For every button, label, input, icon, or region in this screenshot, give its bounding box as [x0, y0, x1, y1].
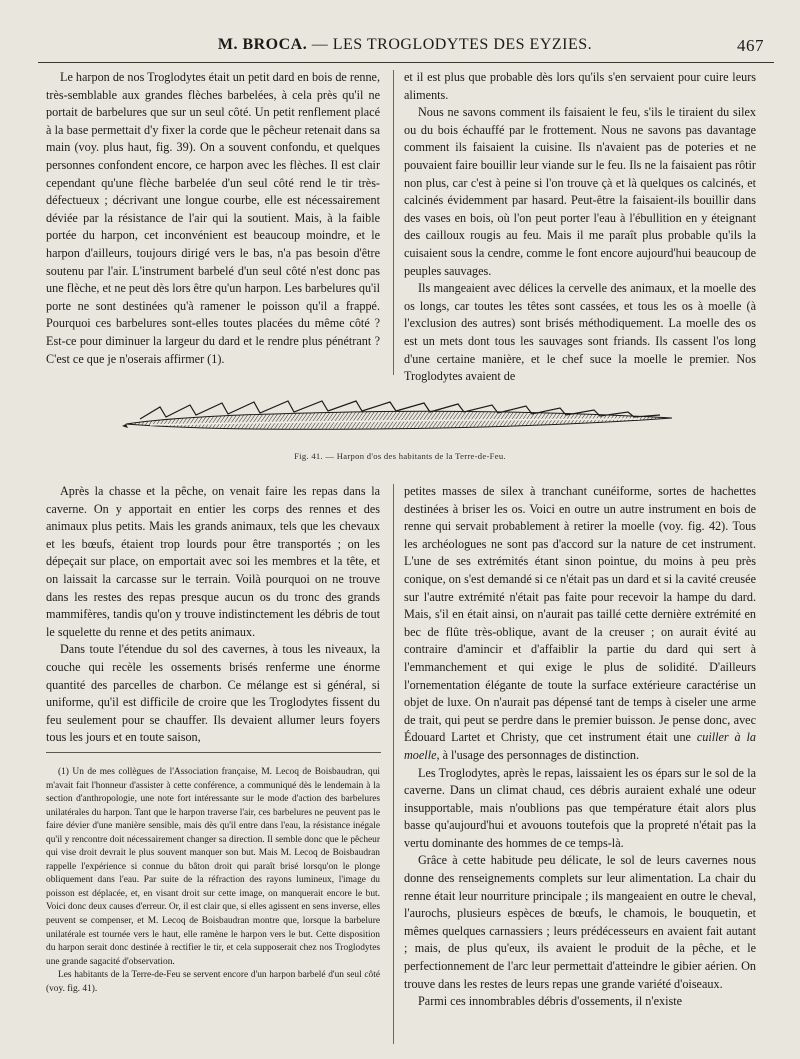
running-head — [40, 36, 770, 58]
page-number: 467 — [737, 36, 764, 55]
paragraph: Les Troglodytes, après le repas, laissaient les os épars sur le sol de la caverne. Dans un climat chaud, ces débris auraient exhalé une odeur insupportable, mais n'oublions pas que température était alors plus basse qu'aujourd'hui et avouons toutefois que la propreté n'était pas la vertu dominante des hommes de ce temps-là. — [404, 765, 756, 850]
header-rule — [38, 62, 774, 63]
bottom-left-column — [46, 483, 380, 747]
footnote — [46, 766, 380, 996]
running-head-author: M. BROCA. — [217, 36, 308, 53]
running-head-separator: — — [307, 36, 333, 53]
paragraph: Parmi ces innombrables débris d'ossements, il n'existe — [418, 994, 683, 1009]
paragraph: et il est plus que probable dès lors qu'ils s'en servaient pour cuire leurs aliments. — [404, 70, 756, 102]
top-right-column — [404, 69, 756, 386]
paragraph: Dans toute l'étendue du sol des cavernes, à tous les niveaux, la couche qui recèle les ossements brisés renferme une énorme quantité des parcelles de charbon. Ce mélange est si général, si uniforme, qu'il est difficile de croire que les Troglodytes fissent du feu seulement pour se chauffer. Ils devaient allumer leurs foyers tous les jours et en toute saison, — [46, 642, 380, 745]
paragraph-text: petites masses de silex à tranchant cunéiforme, sortes de hachettes destinées à briser les os. Voici en outre un autre instrument en bois de renne qui servait probablement à retirer la moelle (voy. fig. 42). Tous les archéologues ne sont pas d'accord sur la nature de cet instrument. L'une de ses extrémités étant sinon pointue, du moins à peu près conique, on s'est demandé si ce n'était pas un dard et si la cavité creusée sur l'autre extrémité n'était pas faite pour recevoir la hampe du dard. Mais, s'il en était ainsi, on n'aurait pas taillé cette dernière extrémité en bec de flûte très-oblique, avant de la creuser ; on aurait évité au contraire d'amincir et d'affaiblir la partie du dard qui sert à l'emmanchement et qui exige le plus de solidité. D'ailleurs l'ornementation élégante de toute la surface extérieure caractérise un objet de luxe. On n'aurait pas dépensé tant de temps à ciseler une arme de trait, qui peut se perdre dans le premier buisson. Je pense donc, avec Édouard Lartet et Christy, que cet instrument était une — [404, 484, 756, 745]
harpoon-illustration — [120, 398, 680, 444]
figure-caption: Fig. 41. — Harpon d'os des habitants de la Terre-de-Feu. — [294, 451, 506, 461]
footnote-rule — [46, 752, 381, 753]
paragraph-text: , à l'usage des personnages de distinction. — [436, 747, 640, 762]
paragraph: Le harpon de nos Troglodytes était un petit dard en bois de renne, très-semblable aux grandes flèches barbelées, à cela près qu'il ne portait de barbelures que sur un seul côté. Un petit renflement placé à la base permettait d'y fixer la corde que le pêcheur retenait dans sa main (voy. plus haut, fig. 39). On a souvent confondu, et quelques personnes confondent encore, ce harpon avec les flèches. Il est clair cependant qu'une flèche barbelée d'un seul côté rend le tir très-défectueux ; décrivant une longue courbe, elle est nécessairement déviée par la résistance de l'air qui la soutient. Mais, à la faible portée du harpon, cet inconvénient est beaucoup moindre, et le harpon d'ailleurs, toujours dirigé vers le bas, n'a pas besoin d'être soutenu par l'air. L'instrument barbelé d'un seul côté n'est donc pas une flèche, et ne peut dès lors être qu'un harpon. Les barbelures qu'il porte ne sont destinées qu'à ramener le poisson qu'il a frappé. Pourquoi ces barbelures sont-elles toutes placées du même côté ? Est-ce pour diminuer la largeur du dard et le rendre plus pénétrant ? C'est ce que je n'oserais affirmer (1). — [46, 70, 381, 366]
running-head-title: LES TROGLODYTES DES EYZIES. — [332, 36, 593, 53]
paragraph: Après la chasse et la pêche, on venait faire les repas dans la caverne. On y apportait en entier les corps des rennes et des animaux plus petits. Mais les grands animaux, tels que les chevaux et les bœufs, étaient trop lourds pour être transportés ; on les dépeçait sur place, on emportait avec soi les membres et la tête, et on laissait la carcasse sur le terrain. Voilà pourquoi on ne trouve dans les restes des repas presque aucun os du tronc des grands mammifères, tandis qu'on y trouve indistinctement les débris de tout le squelette du renne et des petits animaux. — [46, 484, 380, 639]
footnote-paragraph: Les habitants de la Terre-de-Feu se servent encore d'un harpon barbelé d'un seul côté (voy. fig. 41). — [46, 970, 380, 994]
top-left-column — [46, 69, 380, 368]
harpoon-engraving — [120, 398, 680, 444]
column-divider — [393, 70, 394, 375]
paragraph: Grâce à cette habitude peu délicate, le sol de leurs cavernes nous donne des renseignements complets sur leur alimentation. La chair du renne était leur nourriture principale ; ils mangeaient en outre le cheval, l'aurochs, plusieurs espèces de bœufs, le chamois, le bouquetin, et mêmes quelques carnassiers ; leurs prédécesseurs en avaient fait autant ; mais, de plus qu'eux, ils avaient le produit de la pêche, et le perfectionnement de l'arc leur permettait d'atteindre le gibier aérien. On trouve dans les restes de leurs repas une grande variété d'oiseaux. — [404, 853, 756, 991]
paragraph — [404, 483, 756, 765]
footnote-paragraph: (1) Un de mes collègues de l'Association française, M. Lecoq de Boisbaudran, qui m'avait fait l'honneur d'assister à cette conférence, a communiqué dès le lendemain à la section d'anthropologie, une note fort intéressante sur le mode d'action des barbelures unilatérales du harpon. Tant que le harpon traverse l'air, ces barbelures ne peuvent pas le faire dévier d'une manière sensible, mais dès qu'il entre dans l'eau, la résistance inégale qu'il y rencontre doit nécessairement changer sa direction. Il semble donc que le pêcheur qui vise droit devrait le plus souvent manquer son but. Mais M. Lecoq de Boisbaudran rappelle l'expérience si connue du bâton droit qui paraît brisé lorsqu'on le plonge obliquement dans l'eau. Par suite de la réfraction des rayons lumineux, l'image du poisson est déplacée, et, en visant droit sur cette image, on manquerait encore le but. Voici donc deux causes d'erreur. Or, il est clair que, si elles agissent en sens inverse, elles peuvent se compenser, et M. Lecoq de Boisbaudran montre que, lorsque la barbelure unilatérale est tournée vers le haut, elle ramène le harpon vers le but. Cette disposition du harpon serait donc destinée à rectifier le tir, et cela supposerait chez nos Troglodytes une grande sagacité d'observation. — [46, 767, 380, 967]
italic-term: cuiller à la moelle — [404, 730, 757, 762]
bottom-right-column — [404, 483, 756, 1011]
running-title — [40, 36, 770, 54]
column-divider — [393, 484, 394, 1044]
paragraph: Nous ne savons comment ils faisaient le feu, s'ils le tiraient du silex ou du bois échauffé par le frottement. Nous ne savons pas davantage comment ils faisaient la cuisine. Ils n'avaient pas de poteries et ne pouvaient faire bouillir leur viande sur le feu. Ils ne la faisaient pas rôtir non plus, car c'est à peine si l'on trouve çà et là quelques os calcinés, et calcinés évidemment par hasard. Peut-être la faisaient-ils bouillir dans des vases en bois, où l'on peut porter l'eau à l'ébullition en y éteignant des cailloux rougis au feu. Mais il me paraît plus probable qu'ils la cuisaient sous la cendre, comme le font encore aujourd'hui beaucoup de peuples sauvages. — [404, 105, 756, 278]
paragraph: Ils mangeaient avec délices la cervelle des animaux, et la moelle des os longs, car toutes les têtes sont cassées, et tous les os à moelle (à l'exclusion des autres) sont brisés méthodiquement. La moelle des os est un mets dont tous les sauvages sont friands. Ils cassent l'os long d'une certaine manière, et le chef suce la moelle le premier. Nos Troglodytes avaient de — [404, 281, 756, 384]
